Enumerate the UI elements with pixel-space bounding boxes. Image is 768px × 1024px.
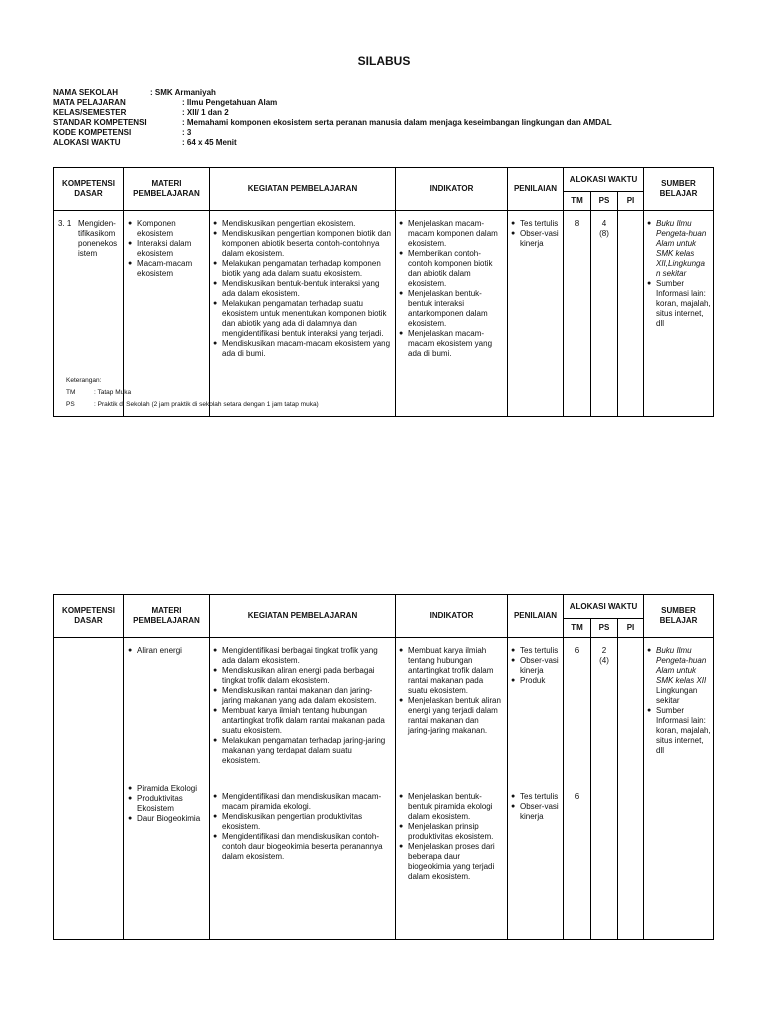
info-label: KELAS/SEMESTER (53, 108, 127, 117)
list-item: ● Menjelaskan bentuk-bentuk interaksi antarkomponen dalam ekosistem. (399, 289, 503, 329)
list-item: ● Mendiskusikan rantai makanan dan jaring-jaring makanan yang ada dalam ekosistem. (213, 686, 391, 706)
header-pi: PI (618, 192, 644, 211)
legend-key-tm: TM (66, 389, 76, 396)
list-item: ● Menjelaskan macam-macam komponen dalam ekosistem. (399, 219, 503, 249)
ps-value: 2 (601, 646, 607, 655)
info-label: NAMA SEKOLAH (53, 88, 119, 97)
tm-value: 6 (574, 646, 580, 655)
list-item: ● Menjelaskan prinsip produktivitas ekosistem. (399, 822, 503, 842)
tm-cell (564, 638, 591, 940)
list-item: ● Mendiskusikan pengertian ekosistem. (213, 219, 391, 229)
ps-value: 4 (601, 219, 607, 228)
sumber-cell (644, 638, 714, 940)
list-item: ● Komponen ekosistem (128, 219, 206, 239)
legend-key-ps: PS (66, 401, 75, 408)
legend-value-tm: : Tatap Muka (94, 389, 132, 396)
list-item: ● Obser-vasi kinerja (511, 802, 561, 822)
header-kompetensi-dasar: KOMPETENSI DASAR (54, 595, 124, 638)
header-ps: PS (591, 192, 618, 211)
ps-value-alt: (4) (599, 656, 609, 665)
ps-cell (591, 638, 618, 940)
tm-value: 6 (574, 792, 580, 801)
header-pi: PI (618, 619, 644, 638)
header-ps: PS (591, 619, 618, 638)
list-item: ● Memberikan contoh-contoh komponen biotik dan abiotik dalam ekosistem. (399, 249, 503, 289)
list-item: ● Produktivitas Ekosistem (128, 794, 206, 814)
page-title: SILABUS (357, 54, 411, 68)
header-indikator: INDIKATOR (396, 168, 508, 211)
legend-title: Keterangan: (66, 377, 102, 384)
kegiatan-cell (210, 638, 396, 940)
ps-value-alt: (8) (599, 229, 609, 238)
kd-cell (54, 638, 124, 940)
list-item: ● Interaksi dalam ekosistem (128, 239, 206, 259)
kd-text: Mengiden-tifikasikom ponenekos istem (78, 219, 118, 258)
list-item: ● Buku Ilmu Pengeta-huan Alam untuk SMK kelas XII,Lingkunga n sekitar (647, 219, 711, 279)
pi-cell (618, 211, 644, 417)
header-kegiatan: KEGIATAN PEMBELAJARAN (210, 168, 396, 211)
list-item: ● Mendiskusikan aliran energi pada berbagai tingkat trofik dalam ekosistem. (213, 666, 391, 686)
info-value: : XII/ 1 dan 2 (182, 108, 229, 117)
list-item: ● Mendiskusikan macam-macam ekosistem yang ada di bumi. (213, 339, 391, 359)
pi-cell (618, 638, 644, 940)
list-item: ● Menjelaskan proses dari beberapa daur biogeokimia yang terjadi dalam ekosistem. (399, 842, 503, 882)
info-value: : Memahami komponen ekosistem serta peranan manusia dalam menjaga keseimbangan lingkungan dan AMDAL (182, 118, 612, 127)
list-item: ● Macam-macam ekosistem (128, 259, 206, 279)
info-label: KODE KOMPETENSI (53, 128, 132, 137)
header-materi: MATERI PEMBELAJARAN (124, 595, 210, 638)
header-kegiatan: KEGIATAN PEMBELAJARAN (210, 595, 396, 638)
materi-cell (124, 638, 210, 940)
list-item: ● Menjelaskan macam-macam ekosistem yang ada di bumi. (399, 329, 503, 359)
penilaian-cell (508, 211, 564, 417)
list-item: ● Sumber Informasi lain: koran, majalah, situs internet, dll (647, 706, 711, 756)
header-materi: MATERI PEMBELAJARAN (124, 168, 210, 211)
list-item: ● Melakukan pengamatan terhadap suatu ekosistem untuk menentukan komponen biotik dan abiotik yang ada di dalamnya dan mengidentifikasi bentuk interaksi yang terjadi. (213, 299, 391, 339)
list-item: ● Tes tertulis (511, 792, 561, 802)
info-value: : 64 x 45 Menit (182, 138, 237, 147)
info-label: STANDAR KOMPETENSI (53, 118, 147, 127)
syllabus-table-2 (53, 594, 714, 940)
header-kompetensi-dasar: KOMPETENSI DASAR (54, 168, 124, 211)
list-item: ● Tes tertulis (511, 219, 561, 229)
list-item: ● Aliran energi (128, 646, 206, 656)
list-item: ● Membuat karya ilmiah tentang hubungan antartingkat trofik dalam rantai makanan pada suatu ekosistem. (213, 706, 391, 736)
header-tm: TM (564, 192, 591, 211)
header-sumber-belajar: SUMBER BELAJAR (644, 595, 714, 638)
header-alokasi-waktu: ALOKASI WAKTU (564, 595, 644, 619)
list-item: ● Piramida Ekologi (128, 784, 206, 794)
table-row (54, 638, 714, 940)
indikator-cell (396, 638, 508, 940)
list-item: ● Menjelaskan bentuk aliran energi yang terjadi dalam rantai makanan dan jaring-jaring makanan. (399, 696, 503, 736)
header-tm: TM (564, 619, 591, 638)
header-indikator: INDIKATOR (396, 595, 508, 638)
info-label: ALOKASI WAKTU (53, 138, 121, 147)
header-alokasi-waktu: ALOKASI WAKTU (564, 168, 644, 192)
list-item: ● Obser-vasi kinerja (511, 229, 561, 249)
list-item: ● Tes tertulis (511, 646, 561, 656)
list-item: ● Buku Ilmu Pengeta-huan Alam untuk SMK kelas XII (647, 646, 711, 686)
list-item-continuation: Lingkungan sekitar (656, 686, 698, 705)
list-item: ● Mendiskusikan pengertian produktivitas ekosistem. (213, 812, 391, 832)
info-value: : Ilmu Pengetahuan Alam (182, 98, 278, 107)
info-value: : SMK Armaniyah (150, 88, 216, 97)
list-item: ● Produk (511, 676, 561, 686)
list-item: ● Mengidentifikasi berbagai tingkat trofik yang ada dalam ekosistem. (213, 646, 391, 666)
list-item: ● Mendiskusikan pengertian komponen biotik dan komponen abiotik beserta contoh-contohnya dalam ekosistem. (213, 229, 391, 259)
ps-cell (591, 211, 618, 417)
header-sumber-belajar: SUMBER BELAJAR (644, 168, 714, 211)
list-item: ● Mendiskusikan bentuk-bentuk interaksi yang ada dalam ekosistem. (213, 279, 391, 299)
tm-cell: 8 (564, 211, 591, 417)
header-penilaian: PENILAIAN (508, 168, 564, 211)
list-item: ● Melakukan pengamatan terhadap jaring-jaring makanan yang terdapat dalam suatu ekosistem. (213, 736, 391, 766)
list-item: ● Obser-vasi kinerja (511, 656, 561, 676)
list-item: ● Mengidentifikasi dan mendiskusikan macam-macam piramida ekologi. (213, 792, 391, 812)
list-item: ● Mengidentifikasi dan mendiskusikan contoh-contoh daur biogeokimia beserta peranannya dalam ekosistem. (213, 832, 391, 862)
list-item: ● Melakukan pengamatan terhadap komponen biotik yang ada dalam suatu ekosistem. (213, 259, 391, 279)
list-item: ● Membuat karya ilmiah tentang hubungan antartingkat trofik dalam rantai makanan pada suatu ekosistem. (399, 646, 503, 696)
info-label: MATA PELAJARAN (53, 98, 126, 107)
kd-number: 3. 1 (58, 219, 72, 228)
indikator-cell (396, 211, 508, 417)
legend (66, 375, 319, 411)
penilaian-cell (508, 638, 564, 940)
legend-value-ps: : Praktik di Sekolah (2 jam praktik di sekolah setara dengan 1 jam tatap muka) (94, 401, 319, 408)
sumber-cell (644, 211, 714, 417)
header-penilaian: PENILAIAN (508, 595, 564, 638)
list-item: ● Menjelaskan bentuk-bentuk piramida ekologi dalam ekosistem. (399, 792, 503, 822)
info-value: : 3 (182, 128, 192, 137)
list-item: ● Sumber Informasi lain: koran, majalah, situs internet, dll (647, 279, 711, 329)
list-item: ● Daur Biogeokimia (128, 814, 206, 824)
